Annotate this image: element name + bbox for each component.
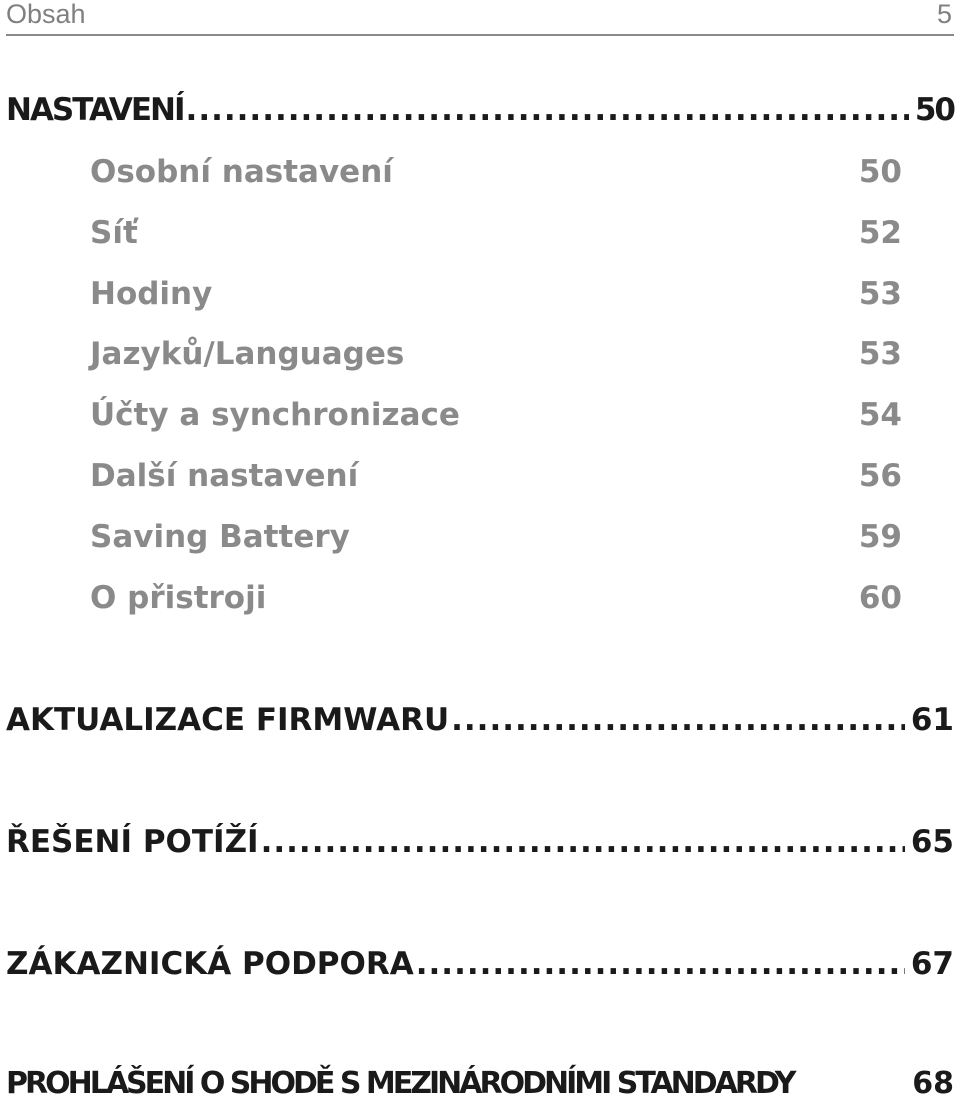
toc-entry-label: AKTUALIZACE FIRMWARU <box>6 702 450 738</box>
header-title: Obsah <box>6 0 86 29</box>
toc-subentry-label: Saving Battery <box>90 519 350 555</box>
toc-subentry-page: 52 <box>858 215 902 251</box>
toc-subentry-page: 54 <box>858 397 902 433</box>
toc-entry-page: 61 <box>910 702 954 738</box>
toc-entry-label: ŘEŠENÍ POTÍŽÍ <box>6 824 259 860</box>
toc-subentry-page: 53 <box>858 336 902 372</box>
toc-subentry-page: 59 <box>858 519 902 555</box>
toc-subentry-label: Hodiny <box>90 276 213 312</box>
toc-leader-dots <box>416 942 905 986</box>
toc-subentry[interactable] <box>90 393 902 437</box>
toc-entry-nastaveni[interactable] <box>6 88 954 132</box>
toc-entry-page: 68 <box>912 1066 954 1101</box>
page-header <box>6 0 954 36</box>
toc-entry-aktualizace-firmwaru[interactable] <box>6 698 954 742</box>
toc-entry-page: 67 <box>910 946 954 982</box>
toc-subentry[interactable] <box>90 211 902 255</box>
toc-subentry[interactable] <box>90 576 902 620</box>
toc-entry-label: NASTAVENÍ <box>6 92 184 128</box>
toc-subentry[interactable] <box>90 150 902 194</box>
toc-subentry-label: O přistroji <box>90 580 267 616</box>
toc-subentry-page: 56 <box>858 458 902 494</box>
toc-subentry[interactable] <box>90 332 902 376</box>
toc-subentry-label: Účty a synchronizace <box>90 397 460 433</box>
toc-subentry[interactable] <box>90 272 902 316</box>
toc-entry-prohlaseni-o-shode[interactable] <box>6 1062 954 1106</box>
toc-subentry-label: Další nastavení <box>90 458 359 494</box>
toc-leader-dots <box>261 820 905 864</box>
toc-entry-label: ZÁKAZNICKÁ PODPORA <box>6 946 414 982</box>
toc-subentry[interactable] <box>90 454 902 498</box>
toc-subentry-page: 60 <box>858 580 902 616</box>
toc-entry-reseni-potizi[interactable] <box>6 820 954 864</box>
header-page-number: 5 <box>936 0 952 29</box>
toc-entry-label: PROHLÁŠENÍ O SHODĚ S MEZINÁRODNÍMI STANDARDY <box>6 1066 794 1101</box>
toc-leader-dots <box>186 88 909 132</box>
toc-leader-dots <box>451 698 905 742</box>
toc-entry-page: 50 <box>914 92 954 128</box>
toc-subentry-label: Osobní nastavení <box>90 154 393 190</box>
toc-entry-zakaznicka-podpora[interactable] <box>6 942 954 986</box>
toc-subentry-page: 50 <box>858 154 902 190</box>
toc-entry-page: 65 <box>910 824 954 860</box>
toc-subentry-label: Síť <box>90 215 138 251</box>
toc-subentry[interactable] <box>90 515 902 559</box>
toc-subentry-page: 53 <box>858 276 902 312</box>
toc-subentry-label: Jazyků/Languages <box>90 336 405 372</box>
